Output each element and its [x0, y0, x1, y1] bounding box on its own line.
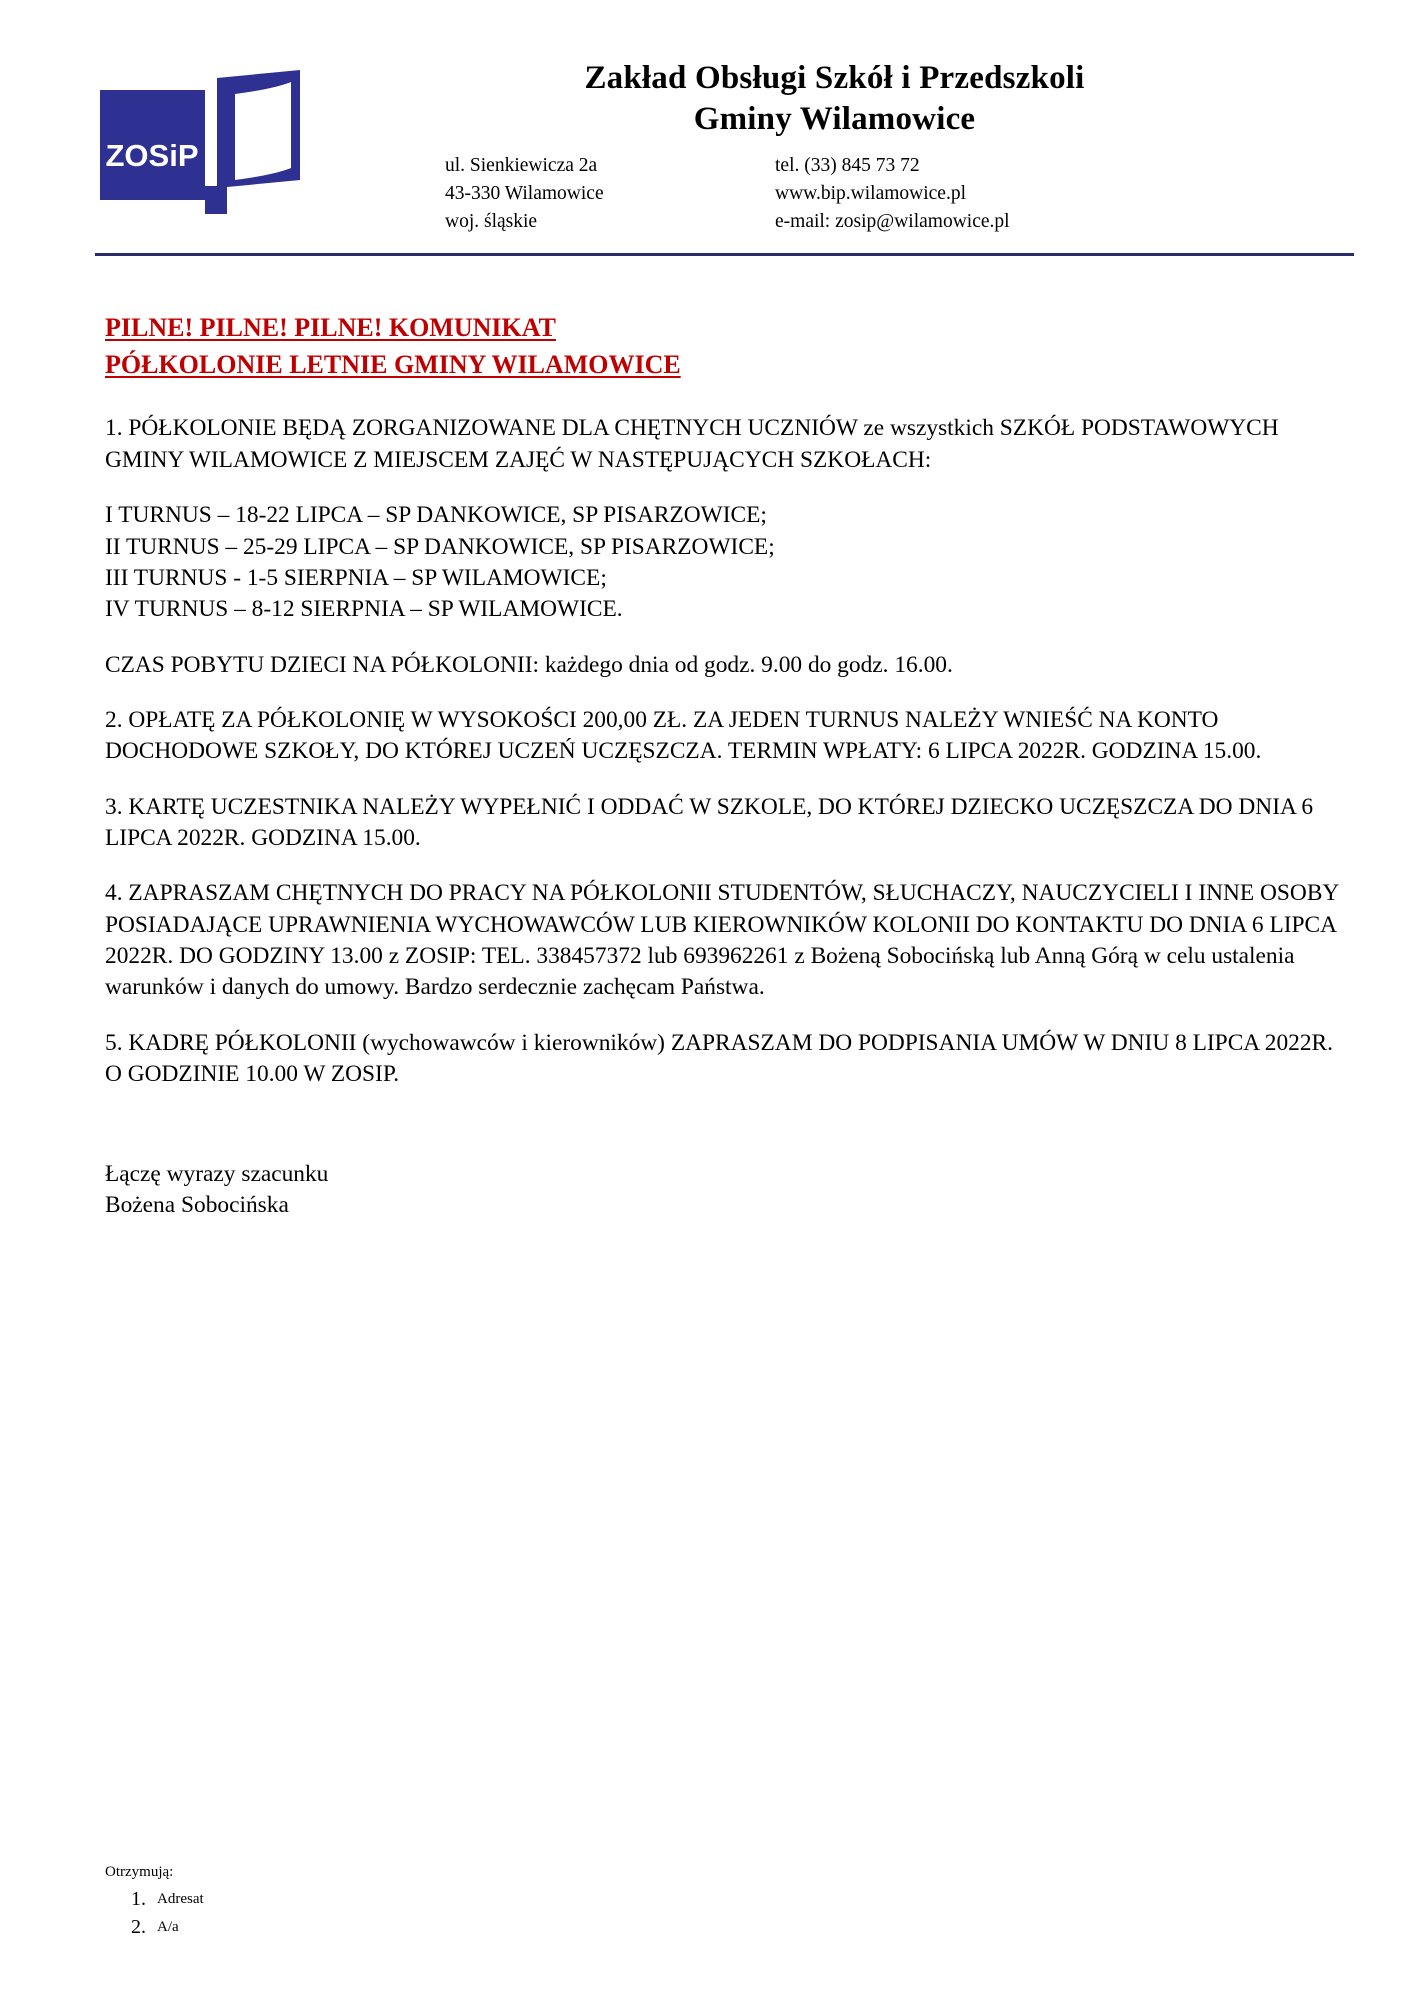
contact-column: [775, 152, 1354, 237]
paragraph-3: 3. KARTĘ UCZESTNIKA NALEŻY WYPEŁNIĆ I ODDAĆ W SZKOLE, DO KTÓREJ DZIECKO UCZĘSZCZA DO DNIA 6 LIPCA 2022R. GODZINA 15.00.: [105, 793, 1314, 852]
recipients-footer: [105, 1863, 204, 1943]
turnus-item-4: IV TURNUS – 8-12 SIERPNIA – SP WILAMOWICE.: [105, 596, 623, 623]
headline-line-2: PÓŁKOLONIE LETNIE GMINY WILAMOWICE: [105, 349, 681, 379]
paragraph-hours: CZAS POBYTU DZIECI NA PÓŁKOLONII: każdego dnia od godz. 9.00 do godz. 16.00.: [105, 651, 953, 678]
organization-title-line1: Zakład Obsługi Szkół i Przedszkoli: [584, 60, 1085, 96]
paragraph-2: 2. OPŁATĘ ZA PÓŁKOLONIĘ W WYSOKOŚCI 200,00 ZŁ. ZA JEDEN TURNUS NALEŻY WNIEŚĆ NA KONTO DOCHODOWE SZKOŁY, DO KTÓREJ UCZEŃ UCZĘSZCZA. TERMIN WPŁATY: 6 LIPCA 2022R. GODZINA 15.00.: [105, 706, 1262, 765]
website-line[interactable]: www.bip.wilamowice.pl: [775, 183, 966, 205]
turnus-list: [105, 500, 1339, 625]
recipient-item: [151, 1886, 204, 1912]
document-header: [0, 0, 1414, 237]
turnus-item-3: III TURNUS - 1-5 SIERPNIA – SP WILAMOWICE;: [105, 564, 607, 591]
contact-block: [345, 152, 1354, 237]
header-text-block: [335, 58, 1354, 237]
organization-title: [345, 58, 1354, 140]
address-line-3: woj. śląskie: [445, 211, 538, 233]
book-logo-icon: [95, 68, 310, 218]
closing-block: [105, 1159, 1339, 1222]
address-line-1: ul. Sienkiewicza 2a: [445, 154, 598, 176]
email-line[interactable]: e-mail: zosip@wilamowice.pl: [775, 211, 1010, 233]
recipients-list: [105, 1886, 204, 1940]
address-line-2: 43-330 Wilamowice: [445, 183, 604, 205]
recipient-label-1: Adresat: [157, 1891, 204, 1907]
announcement-headline: [105, 310, 681, 384]
headline-line-1: PILNE! PILNE! PILNE! KOMUNIKAT: [105, 312, 556, 342]
phone-line: tel. (33) 845 73 72: [775, 154, 920, 176]
recipients-label: Otrzymują:: [105, 1863, 174, 1880]
turnus-item-1: I TURNUS – 18-22 LIPCA – SP DANKOWICE, SP PISARZOWICE;: [105, 502, 767, 529]
signature-name: Bożena Sobocińska: [105, 1191, 289, 1218]
closing-phrase: Łączę wyrazy szacunku: [105, 1160, 329, 1187]
zosip-logo: [95, 58, 335, 218]
organization-title-line2: Gminy Wilamowice: [693, 100, 976, 137]
recipient-label-2: A/a: [157, 1919, 179, 1935]
paragraph-4: 4. ZAPRASZAM CHĘTNYCH DO PRACY NA PÓŁKOLONII STUDENTÓW, SŁUCHACZY, NAUCZYCIELI I INNE OSOBY POSIADAJĄCE UPRAWNIENIA WYCHOWAWCÓW LUB KIEROWNIKÓW KOLONII DO KONTAKTU DO DNIA 6 LIPCA 2022R. DO GODZINY 13.00 z ZOSIP: TEL. 338457372 lub 693962261 z Bożeną Sobocińską lub Anną Górą w celu ustalenia warunków i danych do umowy. Bardzo serdecznie zachęcam Państwa.: [105, 880, 1339, 1001]
paragraph-5: 5. KADRĘ PÓŁKOLONII (wychowawców i kierowników) ZAPRASZAM DO PODPISANIA UMÓW W DNIU 8 LIPCA 2022R. O GODZINIE 10.00 W ZOSIP.: [105, 1029, 1333, 1088]
turnus-item-2: II TURNUS – 25-29 LIPCA – SP DANKOWICE, SP PISARZOWICE;: [105, 533, 775, 560]
recipient-item: [151, 1914, 198, 1940]
paragraph-1: 1. PÓŁKOLONIE BĘDĄ ZORGANIZOWANE DLA CHĘTNYCH UCZNIÓW ze wszystkich SZKÓŁ PODSTAWOWYCH GMINY WILAMOWICE Z MIEJSCEM ZAJĘĆ W NASTĘPUJĄCYCH SZKOŁACH:: [105, 415, 1279, 473]
document-body: [0, 256, 1414, 1222]
address-column: [445, 152, 775, 237]
logo-text: ZOSiP: [105, 138, 199, 173]
